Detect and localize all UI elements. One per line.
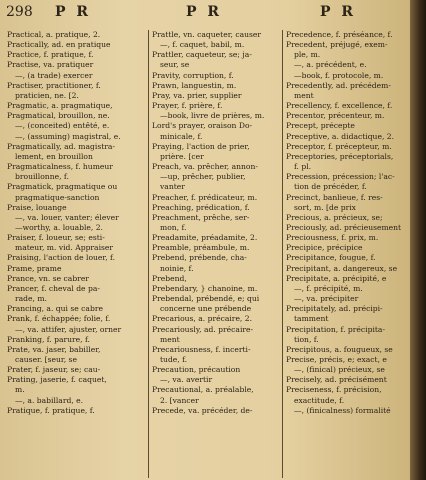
dictionary-entry-line: ment <box>160 334 180 344</box>
dictionary-entry-line: —worthy, a. louable, 2. <box>15 222 103 232</box>
dictionary-entry-line: Pravity, corruption, f. <box>152 70 234 80</box>
dictionary-entry-line: Precentor, précenteur, m. <box>286 111 385 121</box>
dictionary-entry-line: —, va. attifer, ajuster, orner <box>15 324 122 334</box>
dictionary-entry-line: brouillonne, f. <box>15 172 69 182</box>
dictionary-entry-line: m. <box>15 385 25 395</box>
dictionary-entry-line: Prattle, vn. caqueter, causer <box>152 30 262 39</box>
dictionary-entry-line: vanter <box>160 182 185 192</box>
dictionary-entry-line: Practice, f. pratique, f. <box>7 50 94 60</box>
dictionary-entry-line: Precession, précession; l'ac- <box>286 172 395 182</box>
dictionary-entry-line: Practical, a. pratique, 2. <box>7 30 101 39</box>
dictionary-entry-line: Preciseness, f. précision, <box>286 385 382 395</box>
dictionary-entry-line: Prame, prame <box>7 263 62 273</box>
dictionary-entry-line: Praising, l'action de louer, f. <box>7 253 115 263</box>
dictionary-entry-line: Practise, va. pratiquer <box>7 60 94 70</box>
dictionary-entry-line: ple, m. <box>294 50 321 60</box>
dictionary-entry-line: sort, m. [de prix <box>294 202 356 212</box>
dictionary-entry-line: —, va. avertir <box>160 375 213 385</box>
dictionary-entry-line: Prebendary, } chanoine, m. <box>152 283 258 293</box>
dictionary-entry-line: Pray, va. prier, supplier <box>152 90 242 100</box>
dictionary-entry-line: Practically, ad. en pratique <box>7 40 111 50</box>
dictionary-entry-line: seur, se <box>160 60 190 70</box>
dictionary-entry-line: Prayer, f. prière, f. <box>152 101 223 111</box>
dictionary-entry-line: rade, m. <box>15 294 47 304</box>
dictionary-entry-line: f. pl. <box>294 162 312 172</box>
dictionary-entry-line: Prank, f. échappée; folie, f. <box>7 314 111 324</box>
dictionary-entry-line: —book, livre de prières, m. <box>160 111 265 121</box>
dictionary-entry-line: Precipitate, a. précipité, e <box>286 273 387 283</box>
dictionary-entry-line: —, f. caquet, babil, m. <box>160 40 245 50</box>
dictionary-entry-line: Precellency, f. excellence, f. <box>286 101 393 111</box>
dictionary-entry-line: Pragmatical, brouillon, ne. <box>7 111 110 121</box>
dictionary-entry-line: lement, en brouillon <box>15 151 93 161</box>
dictionary-entry-line: Precarious, a. précaire, 2. <box>152 314 253 324</box>
dictionary-entry-line: Prate, va. jaser, babiller, <box>7 344 101 354</box>
dictionary-entry-line: Preaching, prédication, f. <box>152 202 250 212</box>
dictionary-entry-line: Preciousness, f. prix, m. <box>286 233 379 243</box>
dictionary-entry-line: —up, prêcher, publier, <box>160 172 246 182</box>
dictionary-entry-line: Prebendal, prébendé, e; qui <box>152 294 260 304</box>
dictionary-entry-line: minicale, f. <box>160 131 203 141</box>
dictionary-entry-line: —, (conceited) entêté, e. <box>15 121 110 131</box>
dictionary-entry-line: Preadamite, préadamite, 2. <box>152 233 258 243</box>
dictionary-entry-line: exactitude, f. <box>294 395 345 405</box>
dictionary-entry-line: —, a. babillard, e. <box>15 395 84 405</box>
dictionary-entry-line: Praiser, f. loueur, se; esti- <box>7 233 105 243</box>
dictionary-entry-line: tion de précéder, f. <box>294 182 367 192</box>
dictionary-entry-line: Prancer, f. cheval de pa- <box>7 283 100 293</box>
dictionary-entry-line: Practiser, practitioner, f. <box>7 80 101 90</box>
dictionary-entry-line: Precinct, banlieue, f. res- <box>286 192 383 202</box>
dictionary-entry-line: Preceptive, a. didactique, 2. <box>286 131 395 141</box>
dictionary-entry-line: Precipitately, ad. précipi- <box>286 304 383 314</box>
dictionary-entry-line: tude, f. <box>160 355 188 364</box>
dictionary-entry-line: Prawn, languestin, m. <box>152 80 237 90</box>
dictionary-entry-line: tamment <box>294 314 329 324</box>
book-gutter <box>410 0 426 480</box>
dictionary-entry-line: Prattler, caqueteur, se; ja- <box>152 50 252 60</box>
dictionary-entry-line: concerne une prébende <box>160 304 252 314</box>
dictionary-entry-line: Prebend, <box>152 273 187 283</box>
dictionary-entry-line: Prating, jaserie, f. caquet, <box>7 375 107 385</box>
dictionary-entry-line: Pratique, f. pratique, f. <box>7 405 95 415</box>
dictionary-entry-line: —, a. précédent, e. <box>294 60 367 70</box>
dictionary-entry-line: —, (assuming) magistral, e. <box>15 131 121 141</box>
dictionary-entry-line: Preceptor, f. précepteur, m. <box>286 141 392 151</box>
dictionary-entry-line: pragmatique-sanction <box>15 192 100 202</box>
dictionary-entry-line: noinie, f. <box>160 263 194 273</box>
running-head <box>0 2 410 24</box>
dictionary-entry-line: Precious, a. précieux, se; <box>286 212 383 222</box>
dictionary-entry-line: Precipitous, a. fougueux, se <box>286 344 393 354</box>
dictionary-entry-line: Preceptories, préceptorials, <box>286 151 394 161</box>
dictionary-entry-line: Pragmatic, a. pragmatique, <box>7 101 113 111</box>
dictionary-entry-line: —, (finical) précieux, se <box>294 365 385 375</box>
dictionary-entry-line: tion, f. <box>294 334 319 344</box>
dictionary-entry-line: Pragmaticalness, f. humeur <box>7 162 113 172</box>
dictionary-entry-line: Lord's prayer, oraison Do- <box>152 121 253 131</box>
dictionary-entry-line: Precedently, ad. précédem- <box>286 80 391 90</box>
page-number: 298 <box>6 4 33 20</box>
dictionary-entry-line: Precipitation, f. précipita- <box>286 324 386 334</box>
dictionary-entry-line: —, va. précipiter <box>294 294 359 304</box>
dictionary-entry-line: —, (finicalness) formalité <box>294 405 391 415</box>
dictionary-entry-line: Prancing, a. qui se cabre <box>7 304 103 314</box>
dictionary-entry-line: Preciously, ad. précieusement <box>286 222 402 232</box>
dictionary-entry-line: Praying, l'action de prier, <box>152 141 250 151</box>
dictionary-entry-line: mon, f. <box>160 222 187 232</box>
dictionary-entry-line: Preach, va. prêcher, annon- <box>152 162 258 172</box>
dictionary-entry-line: Prebend, prébende, cha- <box>152 253 247 263</box>
column-head-2: P R <box>186 4 223 20</box>
dictionary-entry-line: Precedence, f. préséance, f. <box>286 30 393 39</box>
dictionary-entry-line: Precipice, précipice <box>286 243 363 253</box>
column-rule <box>148 30 149 478</box>
column-head-1: P R <box>55 4 92 20</box>
column-rule <box>282 30 283 478</box>
dictionary-entry-line: Praise, louange <box>7 202 67 212</box>
column-1 <box>7 30 147 480</box>
column-3 <box>286 30 408 480</box>
dictionary-entry-line: Preachment, prêche, ser- <box>152 212 250 222</box>
dictionary-entry-line: Precipitant, a. dangereux, se <box>286 263 398 273</box>
dictionary-entry-line: Precede, va. précéder, de- <box>152 405 253 415</box>
dictionary-entry-line: Prance, vn. se cabrer <box>7 273 89 283</box>
dictionary-entry-line: Pragmatick, pragmatique ou <box>7 182 118 192</box>
dictionary-entry-line: ment <box>294 90 314 100</box>
dictionary-entry-line: Precept, précepte <box>286 121 355 131</box>
dictionary-entry-line: Precipitance, fougue, f. <box>286 253 376 263</box>
dictionary-entry-line: Precise, précis, e; exact, e <box>286 355 387 364</box>
dictionary-entry-line: —book, f. protocole, m. <box>294 70 384 80</box>
dictionary-entry-line: 2. [vancer <box>160 395 199 405</box>
dictionary-entry-line: —, va. louer, vanter; élever <box>15 212 119 222</box>
dictionary-entry-line: Precisely, ad. précisément <box>286 375 387 385</box>
dictionary-entry-line: Precautional, a. préalable, <box>152 385 254 395</box>
dictionary-entry-line: Precedent, préjugé, exem- <box>286 40 388 50</box>
dictionary-entry-line: prière. [cer <box>160 151 204 161</box>
dictionary-entry-line: causer. [seur, se <box>15 355 77 364</box>
dictionary-entry-line: —, f. précipité, m. <box>294 283 363 293</box>
dictionary-entry-line: Precariously, ad. précaire- <box>152 324 254 334</box>
dictionary-entry-line: praticien, ne. [2. <box>15 90 79 100</box>
dictionary-entry-line: Preamble, préambule, m. <box>152 243 250 253</box>
column-2 <box>152 30 282 480</box>
dictionary-entry-line: Preacher, f. prédicateur, m. <box>152 192 258 202</box>
dictionary-entry-line: mateur, m. vid. Appraiser <box>15 243 114 253</box>
dictionary-entry-line: Pragmatically, ad. magistra- <box>7 141 115 151</box>
dictionary-entry-line: Precariousness, f. incerti- <box>152 344 251 354</box>
dictionary-entry-line: Precaution, précaution <box>152 365 241 375</box>
dictionary-entry-line: —, (a trade) exercer <box>15 70 93 80</box>
column-head-3: P R <box>320 4 357 20</box>
dictionary-entry-line: Pranking, f. parure, f. <box>7 334 90 344</box>
dictionary-entry-line: Prater, f. jaseur, se; cau- <box>7 365 101 375</box>
